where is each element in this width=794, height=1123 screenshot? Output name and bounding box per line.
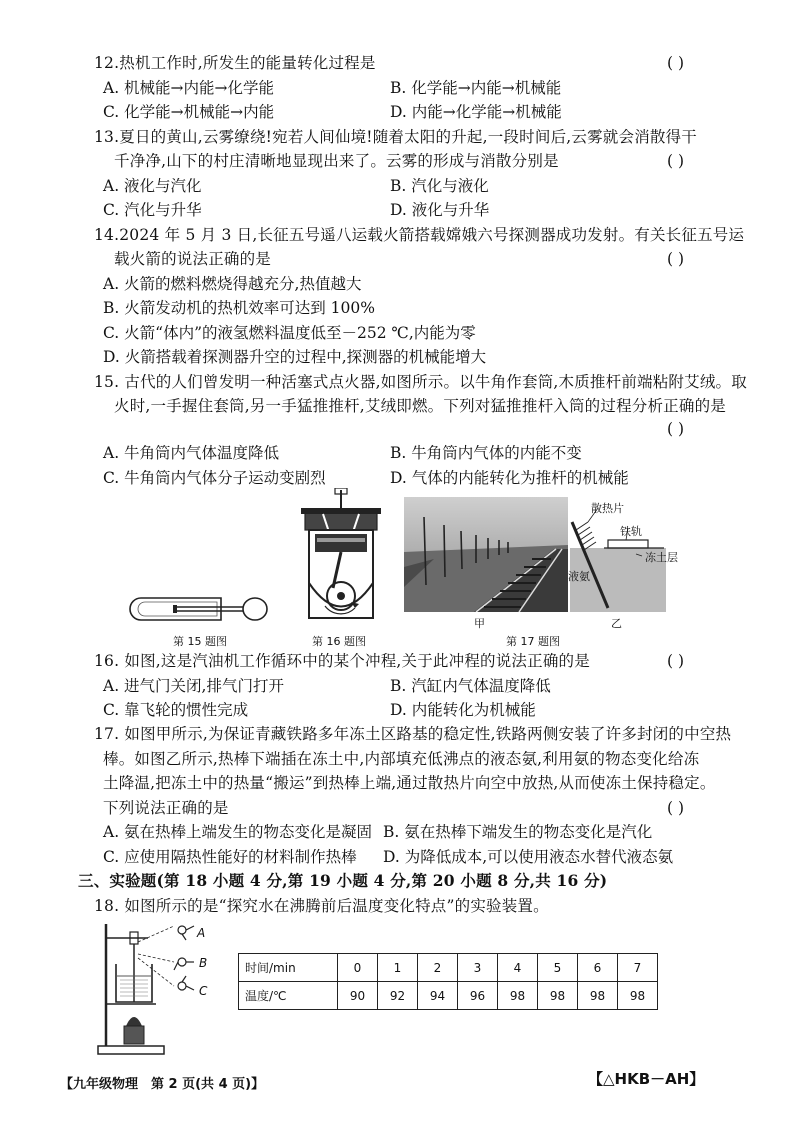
section-3-heading: 三、实验题(第 18 小题 4 分,第 19 小题 4 分,第 20 小题 8 分,共 16 分) [78, 871, 608, 890]
table-cell: 90 [338, 982, 378, 1010]
table-cell: 98 [498, 982, 538, 1010]
q18-stem: 18. 如图所示的是“探究水在沸腾前后温度变化特点”的实验装置。 [94, 897, 549, 915]
q17-stem-line3: 土降温,把冻土中的热量“搬运”到热棒上端,通过散热片向空中放热,从而使冻土保持稳定。 [103, 774, 716, 792]
table-cell: 0 [338, 954, 378, 982]
fig16-engine-cylinder [295, 488, 387, 633]
fig17-label-sanrepian: 散热片 [591, 502, 624, 515]
fig18-label-c: C [199, 984, 208, 998]
q12-option-d: D. 内能→化学能→机械能 [390, 103, 562, 121]
table-cell: 94 [418, 982, 458, 1010]
q15-option-c: C. 牛角筒内气体分子运动变剧烈 [103, 469, 326, 487]
fig15-caption: 第 15 题图 [173, 635, 227, 648]
q15-stem-line2: 火时,一手握住套筒,另一手猛推推杆,艾绒即燃。下列对猛推推杆入筒的过程分析正确的是 [114, 397, 726, 415]
table-header-time: 时间/min [239, 954, 338, 982]
table-cell: 5 [538, 954, 578, 982]
q13-option-a: A. 液化与汽化 [103, 177, 202, 195]
q17-stem-line2: 棒。如图乙所示,热棒下端插在冻土中,内部填充低沸点的液态氨,利用氨的物态变化给冻 [103, 750, 700, 768]
q13-stem-line1: 13.夏日的黄山,云雾缭绕!宛若人间仙境!随着太阳的升起,一段时间后,云雾就会消散得干 [94, 128, 697, 146]
table-cell: 4 [498, 954, 538, 982]
q13-option-b: B. 汽化与液化 [390, 177, 489, 195]
table-cell: 98 [618, 982, 658, 1010]
q15-stem-line1: 15. 古代的人们曾发明一种活塞式点火器,如图所示。以牛角作套筒,木质推杆前端粘附艾绒。取 [94, 373, 747, 391]
table-header-temperature: 温度/℃ [239, 982, 338, 1010]
q17-stem-line1: 17. 如图甲所示,为保证青藏铁路多年冻土区路基的稳定性,铁路两侧安装了许多封闭的中空热 [94, 725, 732, 743]
q12-option-c: C. 化学能→机械能→内能 [103, 103, 275, 121]
q17-option-c: C. 应使用隔热性能好的材料制作热棒 [103, 848, 357, 866]
q14-option-c: C. 火箭“体内”的液氢燃料温度低至－252 ℃,内能为零 [103, 324, 476, 342]
q18-data-table [238, 953, 658, 1010]
fig16-caption: 第 16 题图 [312, 635, 366, 648]
table-cell: 92 [378, 982, 418, 1010]
fig17-caption: 第 17 题图 [506, 635, 560, 648]
q16-stem: 16. 如图,这是汽油机工作循环中的某个冲程,关于此冲程的说法正确的是 [94, 652, 590, 670]
fig18-label-b: B [199, 956, 208, 970]
fig17-label-tiegui: 铁轨 [620, 525, 642, 538]
table-row [239, 954, 658, 982]
q15-option-b: B. 牛角筒内气体的内能不变 [390, 444, 582, 462]
table-cell: 98 [538, 982, 578, 1010]
q14-stem-line2: 载火箭的说法正确的是 [114, 250, 272, 268]
q16-option-d: D. 内能转化为机械能 [390, 701, 536, 719]
q12-option-a: A. 机械能→内能→化学能 [103, 79, 275, 97]
fig17-label-yean: 液氨 [568, 570, 590, 583]
table-cell: 96 [458, 982, 498, 1010]
q17-option-d: D. 为降低成本,可以使用液态水替代液态氨 [383, 848, 674, 866]
q14-stem-line1: 14.2024 年 5 月 3 日,长征五号遥八运载火箭搭载嫦娥六号探测器成功发射。有关长征五号运 [94, 226, 745, 244]
q16-option-c: C. 靠飞轮的惯性完成 [103, 701, 249, 719]
fig15-piston-igniter [125, 590, 275, 630]
q13-answer-paren: ( ) [667, 152, 685, 170]
q13-option-c: C. 汽化与升华 [103, 201, 202, 219]
q15-option-d: D. 气体的内能转化为推杆的机械能 [390, 469, 629, 487]
q12-stem: 12.热机工作时,所发生的能量转化过程是 [94, 54, 376, 72]
fig17-railway-photo [404, 497, 568, 612]
table-cell: 1 [378, 954, 418, 982]
table-cell: 98 [578, 982, 618, 1010]
q16-option-a: A. 进气门关闭,排气门打开 [103, 677, 284, 695]
fig17-label-jia: 甲 [474, 617, 485, 630]
q17-stem-line4: 下列说法正确的是 [103, 799, 229, 817]
q13-stem-line2: 千净净,山下的村庄清晰地显现出来了。云雾的形成与消散分别是 [114, 152, 559, 170]
table-cell: 6 [578, 954, 618, 982]
fig18-label-a: A [197, 926, 206, 940]
fig17-label-yi: 乙 [611, 617, 622, 630]
q14-option-b: B. 火箭发动机的热机效率可达到 100% [103, 299, 375, 317]
table-cell: 7 [618, 954, 658, 982]
q14-option-a: A. 火箭的燃料燃烧得越充分,热值越大 [103, 275, 362, 293]
table-cell: 2 [418, 954, 458, 982]
footer-page-info: 【九年级物理 第 2 页(共 4 页)】 [60, 1077, 265, 1092]
fig17-label-dongtuceng: 冻土层 [645, 551, 678, 564]
q15-option-a: A. 牛角筒内气体温度降低 [103, 444, 280, 462]
q12-option-b: B. 化学能→内能→机械能 [390, 79, 562, 97]
q17-answer-paren: ( ) [667, 799, 685, 817]
q14-answer-paren: ( ) [667, 250, 685, 268]
q15-answer-paren: ( ) [667, 420, 685, 438]
q12-answer-paren: ( ) [667, 54, 685, 72]
q13-option-d: D. 液化与升华 [390, 201, 490, 219]
q17-option-a: A. 氨在热棒上端发生的物态变化是凝固 [103, 823, 373, 841]
q17-option-b: B. 氨在热棒下端发生的物态变化是汽化 [383, 823, 653, 841]
table-cell: 3 [458, 954, 498, 982]
q14-option-d: D. 火箭搭载着探测器升空的过程中,探测器的机械能增大 [103, 348, 487, 366]
table-row [239, 982, 658, 1010]
footer-code: 【△HKB－AH】 [588, 1070, 705, 1088]
q16-option-b: B. 汽缸内气体温度降低 [390, 677, 551, 695]
q16-answer-paren: ( ) [667, 652, 685, 670]
